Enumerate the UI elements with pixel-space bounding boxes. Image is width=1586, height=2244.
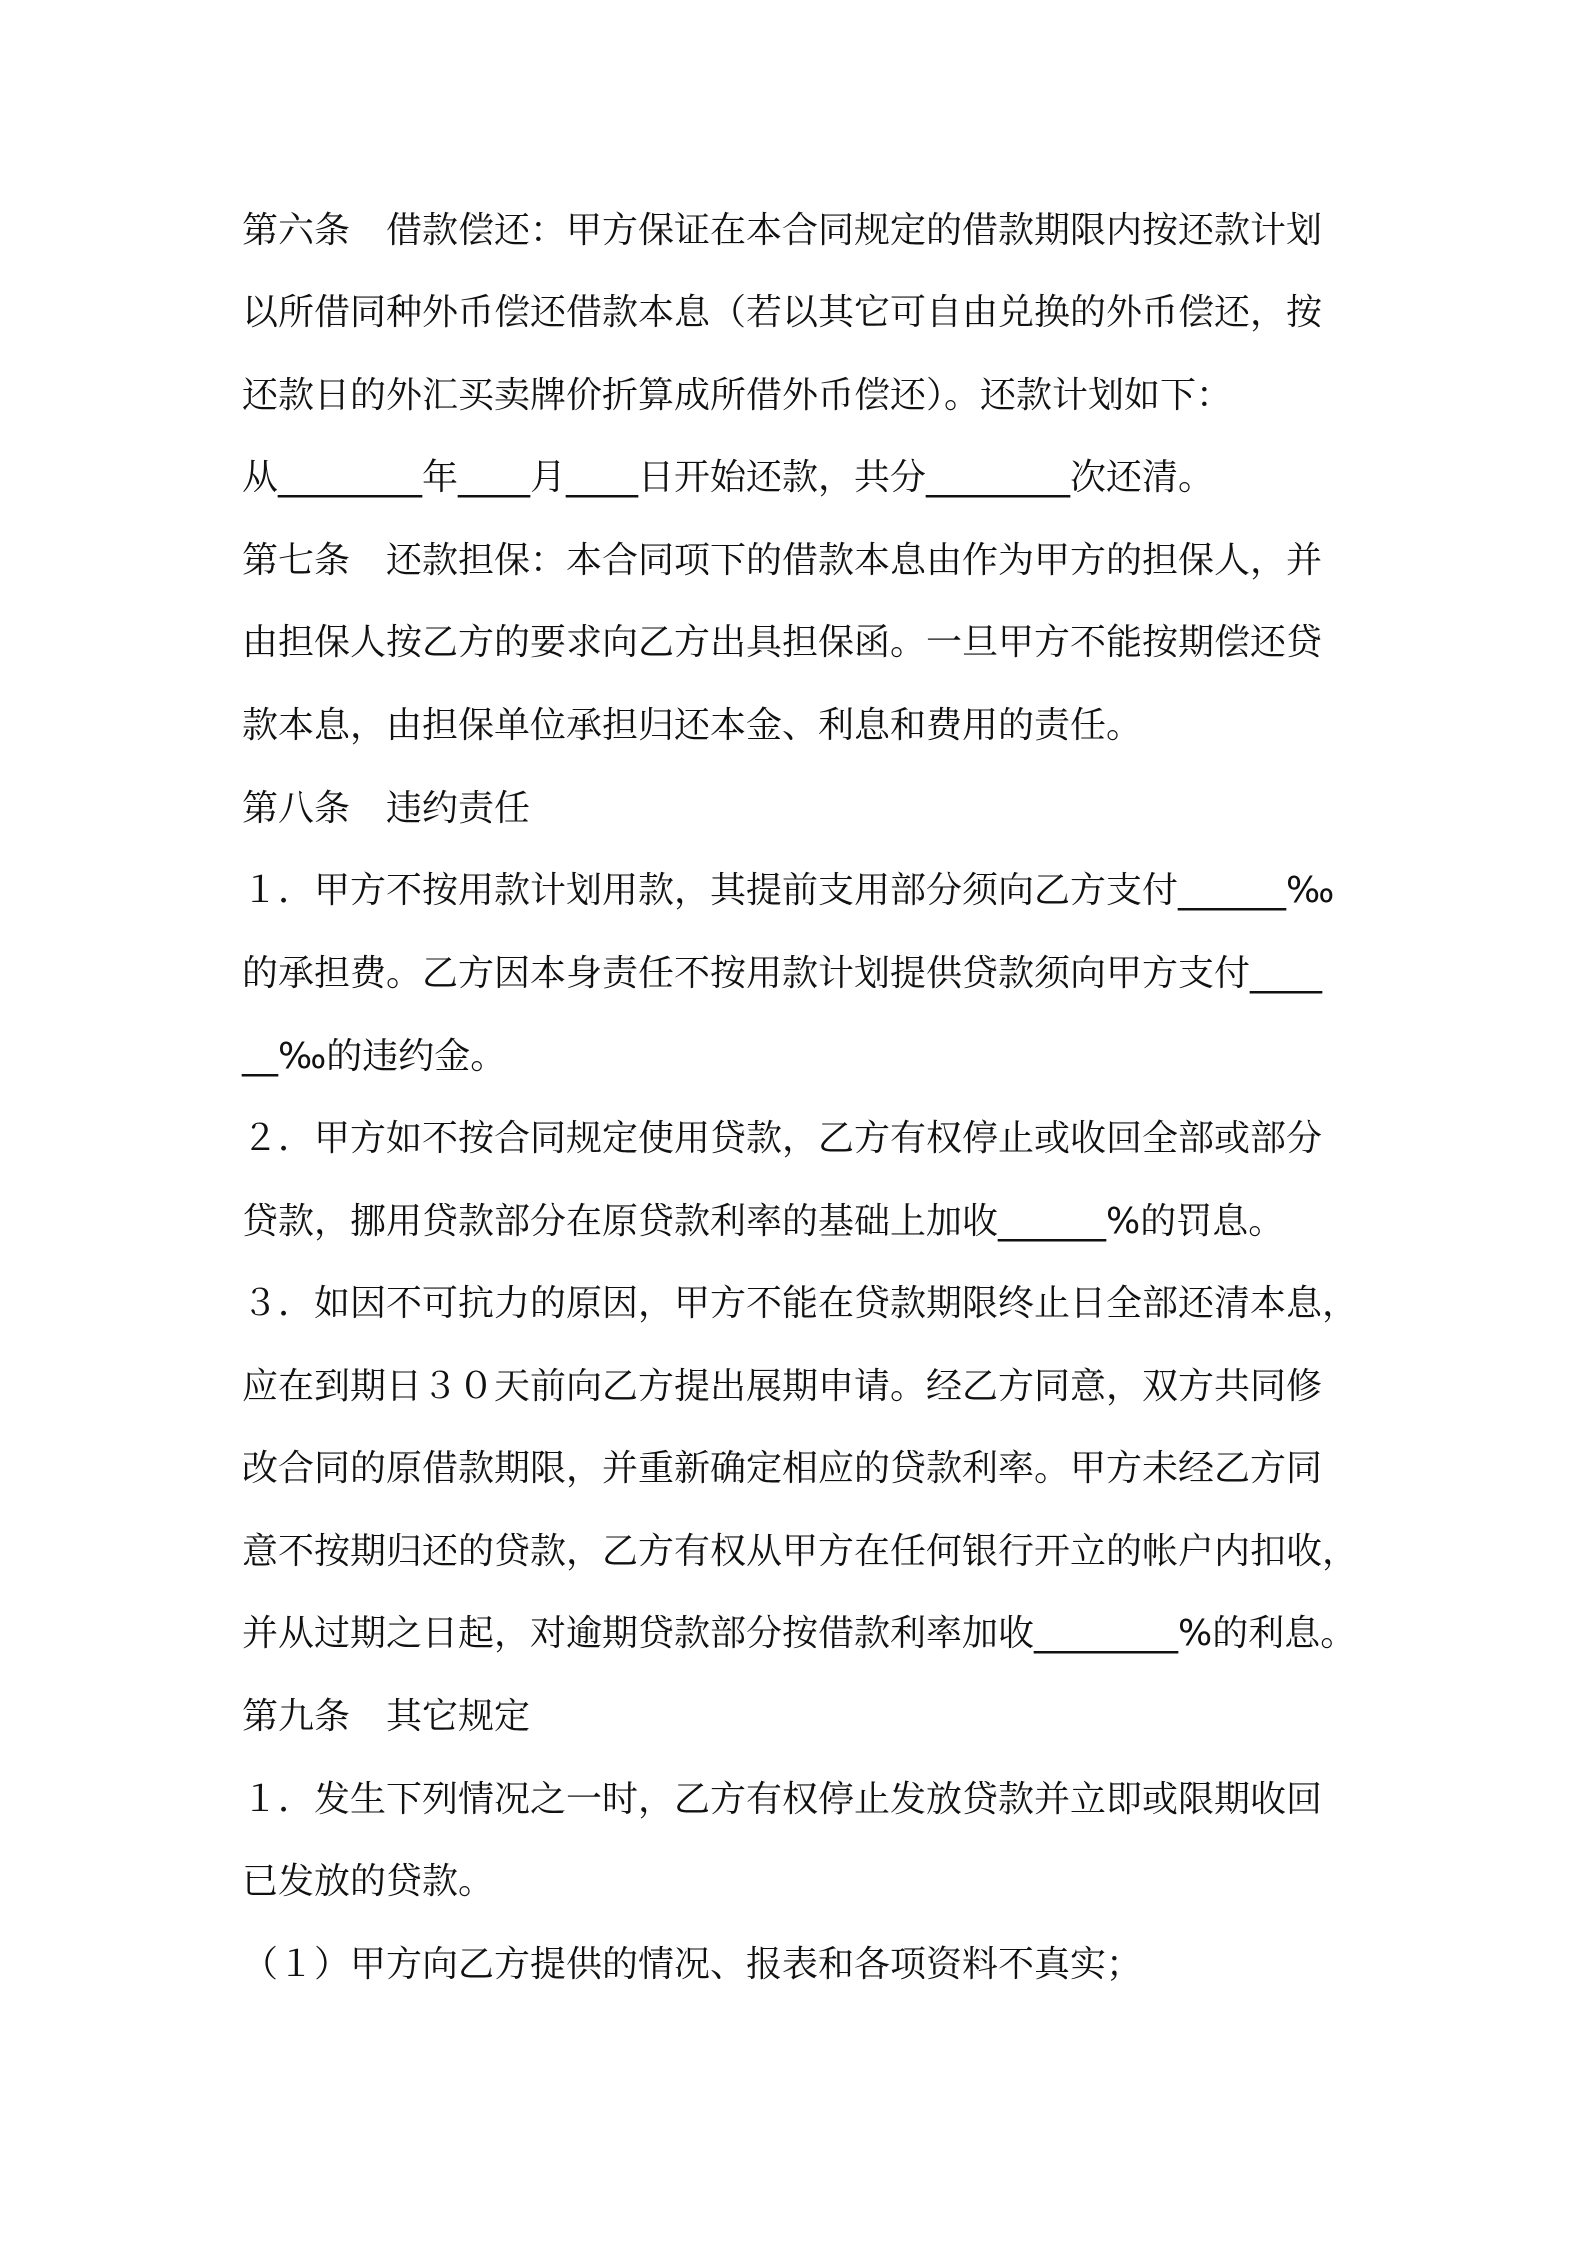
text-line: １．甲方不按用款计划用款，其提前支用部分须向乙方支付______‰ xyxy=(242,870,1335,911)
text-line: 意不按期归还的贷款，乙方有权从甲方在任何银行开立的帐户内扣收， xyxy=(242,1531,1359,1572)
text-line: ３．如因不可抗力的原因，甲方不能在贷款期限终止日全部还清本息， xyxy=(242,1283,1359,1324)
text-line: 并从过期之日起，对逾期贷款部分按借款利率加收________%的利息。 xyxy=(242,1613,1357,1654)
text-line: 的承担费。乙方因本身责任不按用款计划提供贷款须向甲方支付____ xyxy=(242,953,1323,994)
text-line: （１）甲方向乙方提供的情况、报表和各项资料不真实； xyxy=(242,1944,1143,1985)
text-line: __‰的违约金。 xyxy=(242,1036,507,1077)
text-line: 贷款，挪用贷款部分在原贷款利率的基础上加收______%的罚息。 xyxy=(242,1201,1285,1242)
text-line: ２．甲方如不按合同规定使用贷款，乙方有权停止或收回全部或部分 xyxy=(242,1118,1323,1159)
text-line: 已发放的贷款。 xyxy=(242,1861,495,1902)
text-line: 由担保人按乙方的要求向乙方出具担保函。一旦甲方不能按期偿还贷 xyxy=(242,622,1323,663)
text-line: 应在到期日３０天前向乙方提出展期申请。经乙方同意，双方共同修 xyxy=(242,1366,1323,1407)
section-heading-article-7: 第七条 还款担保：本合同项下的借款本息由作为甲方的担保人，并 xyxy=(242,540,1323,581)
section-heading-article-9: 第九条 其它规定 xyxy=(242,1696,531,1737)
text-line: 款本息，由担保单位承担归还本金、利息和费用的责任。 xyxy=(242,705,1143,746)
section-heading-article-8: 第八条 违约责任 xyxy=(242,788,531,829)
text-line: １．发生下列情况之一时，乙方有权停止发放贷款并立即或限期收回 xyxy=(242,1779,1323,1820)
text-line: 改合同的原借款期限，并重新确定相应的贷款利率。甲方未经乙方同 xyxy=(242,1448,1323,1489)
text-line: 以所借同种外币偿还借款本息（若以其它可自由兑换的外币偿还，按 xyxy=(242,292,1323,333)
text-line: 还款日的外汇买卖牌价折算成所借外币偿还）。还款计划如下： xyxy=(242,375,1233,416)
text-line: 从________年____月____日开始还款，共分________次还清。 xyxy=(242,457,1215,498)
text-line: 第六条 借款偿还：甲方保证在本合同规定的借款期限内按还款计划 xyxy=(242,210,1323,251)
